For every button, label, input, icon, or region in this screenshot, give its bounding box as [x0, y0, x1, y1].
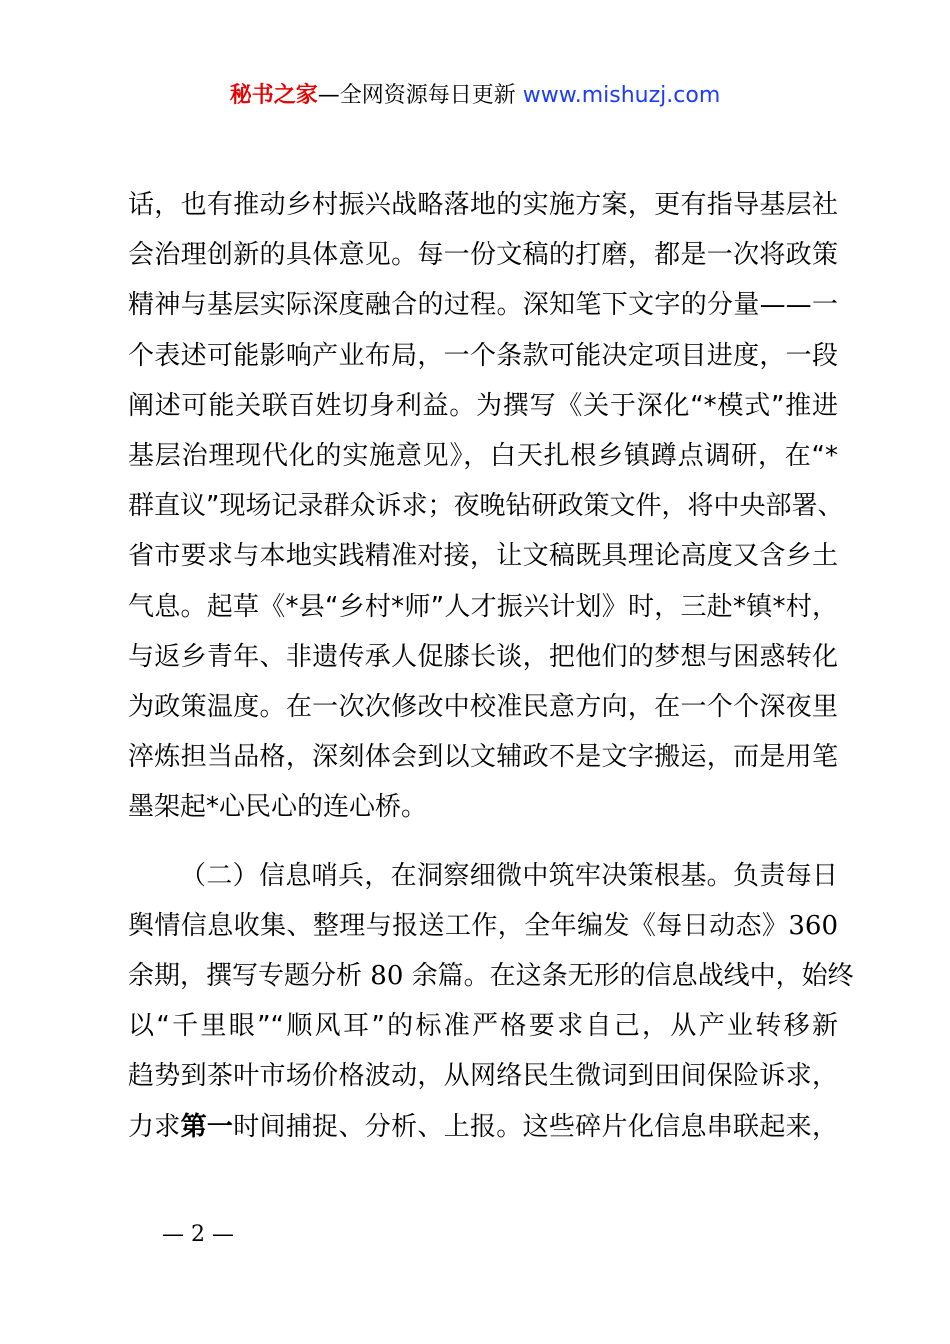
text-segment: 余期，撰写专题分析	[128, 961, 363, 992]
text-segment: 余篇。在这条无形的信息战线中，始终	[411, 961, 854, 992]
text-line: 为政策温度。在一次次修改中校准民意方向，在一个个深夜里	[128, 692, 838, 723]
text-line	[128, 901, 838, 951]
text-line: 以“千里眼”“顺风耳”的标准严格要求自己，从产业转移新	[128, 1011, 838, 1042]
text-line	[128, 951, 854, 1001]
text-line: 淬炼担当品格，深刻体会到以文辅政不是文字搬运，而是用笔	[128, 742, 838, 773]
text-segment: 时间捕捉、分析、上报。这些碎片化信息串联起来，	[233, 1111, 838, 1142]
page-number: — 2 —	[162, 1222, 234, 1247]
section-heading-line: （二）信息哨兵，在洞察细微中筑牢决策根基。负责每日	[180, 860, 838, 891]
text-segment: 力求	[128, 1111, 181, 1142]
text-line: 话，也有推动乡村振兴战略落地的实施方案，更有指导基层社	[128, 190, 838, 220]
text-line: 个表述可能影响产业布局，一个条款可能决定项目进度，一段	[128, 340, 838, 371]
report-count: 80	[370, 961, 404, 992]
text-line: 群直议”现场记录群众诉求；夜晚钻研政策文件，将中央部署、	[128, 491, 844, 522]
site-brand: 秘书之家	[229, 83, 318, 108]
text-line: 阐述可能关联百姓切身利益。为撰写《关于深化“*模式”推进	[128, 390, 838, 421]
text-line: 气息。起草《*县“乡村*师”人才振兴计划》时，三赴*镇*村，	[128, 591, 838, 622]
text-segment: 舆情信息收集、整理与报送工作，全年编发《每日动态》	[128, 910, 789, 941]
paragraph-1	[128, 180, 844, 833]
text-line: 墨架起*心民心的连心桥。	[128, 792, 428, 823]
text-line: 精神与基层实际深度融合的过程。深知笔下文字的分量——一	[128, 290, 838, 321]
site-tagline: —全网资源每日更新	[317, 83, 523, 108]
paragraph-2	[128, 851, 854, 1152]
issue-count: 360	[788, 910, 838, 941]
document-body	[128, 180, 854, 1152]
bold-text: 第一	[180, 1111, 234, 1142]
text-line: 与返乡青年、非遗传承人促膝长谈，把他们的梦想与困惑转化	[128, 641, 838, 672]
text-line: 趋势到茶叶市场价格波动，从网络民生微词到田间保险诉求，	[128, 1061, 838, 1092]
text-line: 会治理创新的具体意见。每一份文稿的打磨，都是一次将政策	[128, 240, 838, 271]
text-line: 基层治理现代化的实施意见》，白天扎根乡镇蹲点调研，在“*	[128, 441, 838, 472]
site-url-link[interactable]: www.mishuzj.com	[522, 83, 721, 108]
site-header	[0, 80, 950, 112]
text-line: 省市要求与本地实践精准对接，让文稿既具理论高度又含乡土	[128, 541, 838, 572]
text-line	[128, 1102, 838, 1152]
